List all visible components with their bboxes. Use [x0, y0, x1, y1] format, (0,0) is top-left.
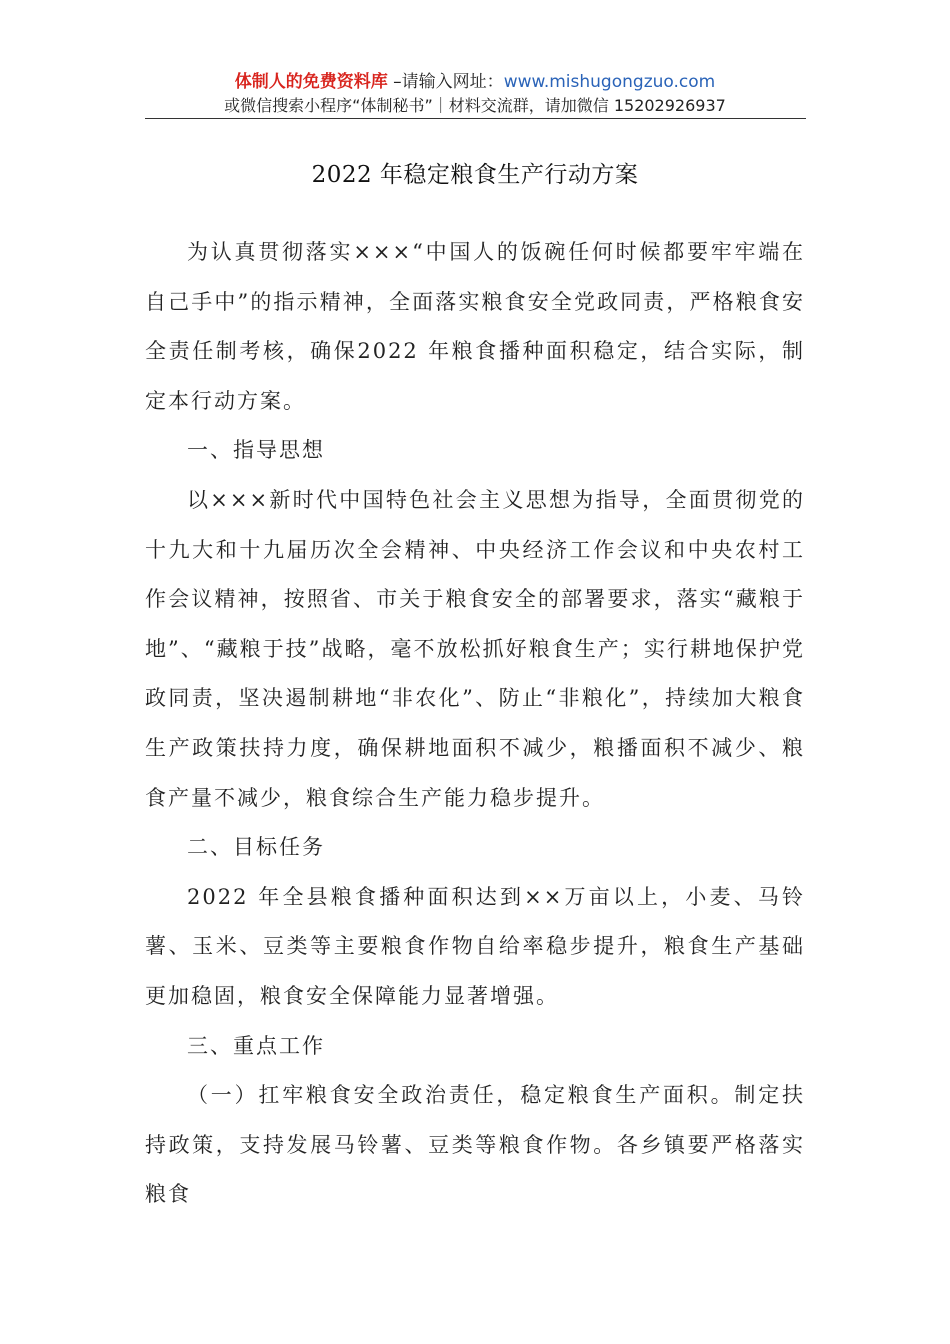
document-body [145, 228, 805, 1220]
section-heading-1: 一、指导思想 [187, 438, 325, 463]
header-url-link[interactable]: www.mishugongzuo.com [503, 72, 716, 92]
header-divider [145, 118, 806, 119]
section-heading-2: 二、目标任务 [187, 835, 325, 860]
document-title: 2022 年稳定粮食生产行动方案 [311, 162, 639, 188]
paragraph-targets: 2022 年全县粮食播种面积达到××万亩以上，小麦、马铃薯、玉米、豆类等主要粮食作物自给率稳步提升，粮食生产基础更加稳固，粮食安全保障能力显著增强。 [145, 884, 805, 1008]
section-heading-3: 三、重点工作 [187, 1033, 325, 1058]
header-line-1 [0, 70, 950, 94]
header-line-2: 或微信搜索小程序“体制秘书”｜材料交流群，请加微信 15202926937 [224, 96, 726, 115]
paragraph-guiding-ideology: 以×××新时代中国特色社会主义思想为指导，全面贯彻党的十九大和十九届历次全会精神、中央经济工作会议和中央农村工作会议精神，按照省、市关于粮食安全的部署要求，落实“藏粮于地”、“藏粮于技”战略，毫不放松抓好粮食生产；实行耕地保护党政同责，坚决遏制耕地“非农化”、防止“非粮化”，持续加大粮食生产政策扶持力度，确保耕地面积不减少，粮播面积不减少、粮食产量不减少，粮食综合生产能力稳步提升。 [145, 487, 805, 810]
paragraph-intro: 为认真贯彻落实×××“中国人的饭碗任何时候都要牢牢端在自己手中”的指示精神，全面落实粮食安全党政同责，严格粮食安全责任制考核，确保2022 年粮食播种面积稳定，结合实际，制定本行动方案。 [145, 240, 805, 413]
paragraph-key-work-1: （一）扛牢粮食安全政治责任，稳定粮食生产面积。制定扶持政策，支持发展马铃薯、豆类等粮食作物。各乡镇要严格落实粮食 [145, 1083, 805, 1207]
header-prompt: –请输入网址： [387, 72, 504, 92]
page-header [0, 70, 950, 118]
header-brand: 体制人的免费资料库 [234, 72, 388, 92]
